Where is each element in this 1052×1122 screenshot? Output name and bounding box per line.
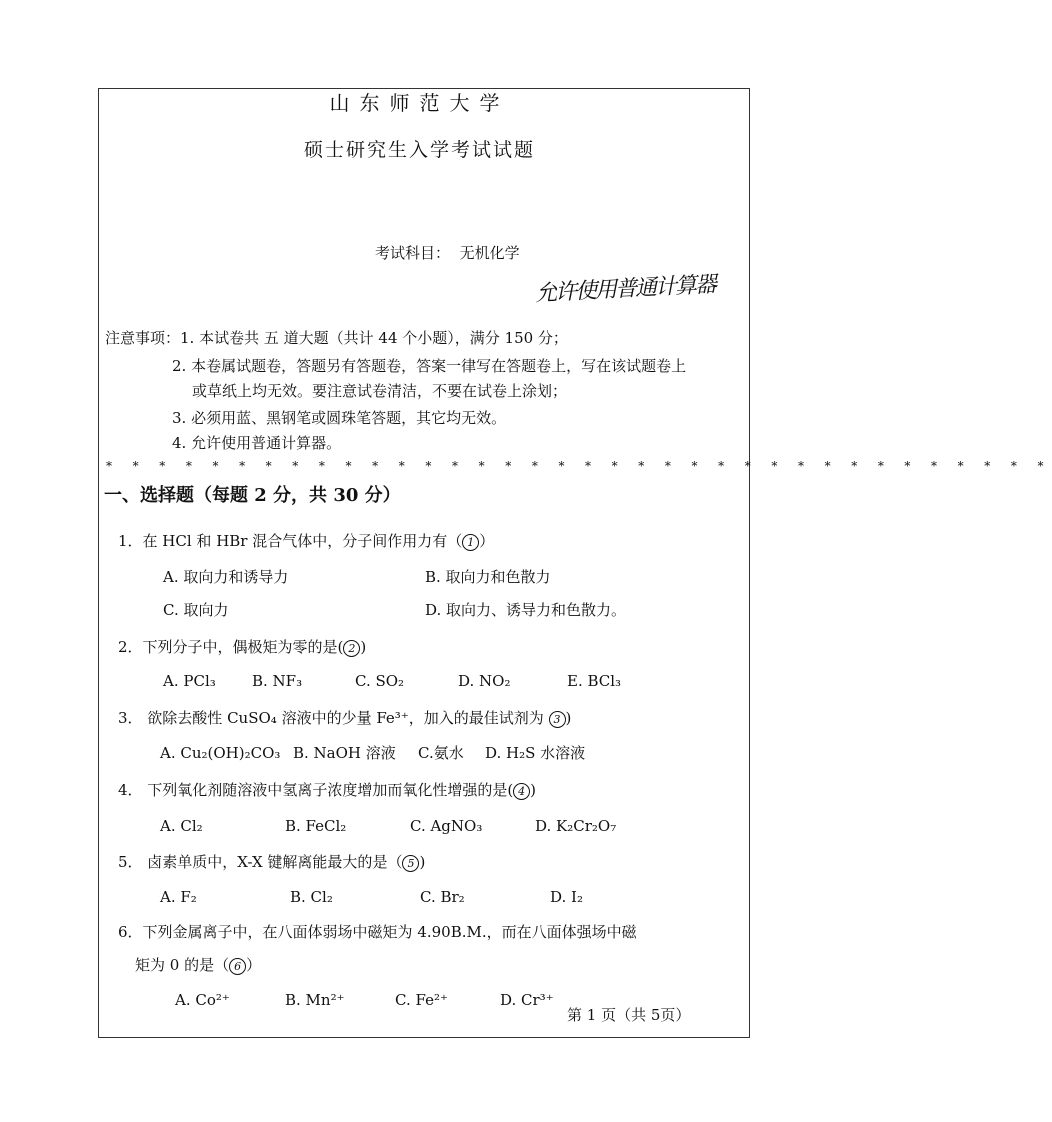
option: C.氨水 [418, 744, 464, 762]
question-1 [118, 531, 494, 551]
question-2 [118, 637, 366, 657]
option: B. Mn²⁺ [285, 991, 345, 1009]
paren: ) [419, 853, 426, 871]
option: B. Cl₂ [290, 888, 333, 906]
option: B. FeCl₂ [285, 817, 347, 835]
option: C. Br₂ [420, 888, 465, 906]
notes-item-2-cont: 或草纸上均无效。要注意试卷清洁，不要在试卷上涂划； [192, 382, 568, 400]
notes-label: 注意事项： [105, 329, 181, 347]
option: A. Cu₂(OH)₂CO₃ [160, 744, 281, 762]
answer-mark: 6 [229, 958, 246, 975]
option: A. PCl₃ [163, 672, 216, 690]
answer-mark: 4 [513, 783, 530, 800]
question-stem: 矩为 0 的是（ [135, 956, 230, 974]
separator-stars: * * * * * * * * * * * * * * * * * * * * * * * * * * * * * * * * * * * * [106, 459, 1052, 473]
question-6-cont [135, 955, 261, 975]
option: E. BCl₃ [567, 672, 622, 690]
option: B. 取向力和色散力 [425, 568, 551, 586]
option: B. NF₃ [252, 672, 303, 690]
notes-item-2: 2. 本卷属试题卷，答题另有答题卷，答案一律写在答题卷上，写在该试题卷上 [172, 357, 687, 375]
exam-title: 硕士研究生入学考试试题 [303, 139, 535, 161]
university-name: 山东师范大学 [329, 91, 510, 115]
answer-mark: 3 [549, 711, 566, 728]
question-stem: 1．在 HCl 和 HBr 混合气体中，分子间作用力有（ [118, 532, 463, 550]
question-4 [118, 780, 536, 800]
option: C. Fe²⁺ [395, 991, 448, 1009]
option: A. 取向力和诱导力 [163, 568, 289, 586]
option: D. NO₂ [458, 672, 511, 690]
question-stem: 2．下列分子中，偶极矩为零的是( [118, 638, 344, 656]
option: C. 取向力 [163, 601, 229, 619]
question-5 [118, 852, 425, 872]
handwritten-note: 允许使用普通计算器 [534, 272, 716, 307]
paren: ) [530, 781, 537, 799]
answer-mark: 2 [343, 640, 360, 657]
paren: ） [246, 956, 262, 974]
paren: ） [479, 532, 495, 550]
subject-line [375, 243, 520, 263]
notes-item-1 [105, 328, 568, 348]
question-stem: 4． 下列氧化剂随溶液中氢离子浓度增加而氧化性增强的是( [118, 781, 514, 799]
option: C. AgNO₃ [410, 817, 483, 835]
option: D. I₂ [550, 888, 583, 906]
question-stem: 5． 卤素单质中，X-X 键解离能最大的是（ [118, 853, 403, 871]
section-title: 一、选择题（每题 2 分，共 30 分） [104, 485, 401, 506]
paren: ) [565, 709, 572, 727]
option: B. NaOH 溶液 [293, 744, 396, 762]
page-number: 第 1 页（共 5页） [567, 1006, 691, 1024]
option: A. Co²⁺ [175, 991, 230, 1009]
option: A. F₂ [160, 888, 197, 906]
option: C. SO₂ [355, 672, 405, 690]
option: D. K₂Cr₂O₇ [535, 817, 617, 835]
answer-mark: 1 [462, 534, 479, 551]
option: D. Cr³⁺ [500, 991, 554, 1009]
subject-name: 无机化学 [459, 244, 520, 262]
option: D. 取向力、诱导力和色散力。 [425, 601, 627, 619]
notes-text: 1. 本试卷共 五 道大题（共计 44 个小题），满分 150 分； [180, 329, 568, 347]
question-3 [118, 708, 571, 728]
paren: ) [360, 638, 367, 656]
notes-item-3: 3. 必须用蓝、黑钢笔或圆珠笔答题，其它均无效。 [172, 409, 507, 427]
option: D. H₂S 水溶液 [485, 744, 586, 762]
option: A. Cl₂ [160, 817, 203, 835]
question-6: 6．下列金属离子中，在八面体弱场中磁矩为 4.90B.M.，而在八面体强场中磁 [118, 923, 637, 941]
answer-mark: 5 [402, 855, 419, 872]
question-stem: 3． 欲除去酸性 CuSO₄ 溶液中的少量 Fe³⁺，加入的最佳试剂为 [118, 709, 549, 727]
notes-item-4: 4. 允许使用普通计算器。 [172, 434, 342, 452]
subject-label: 考试科目： [375, 244, 451, 262]
